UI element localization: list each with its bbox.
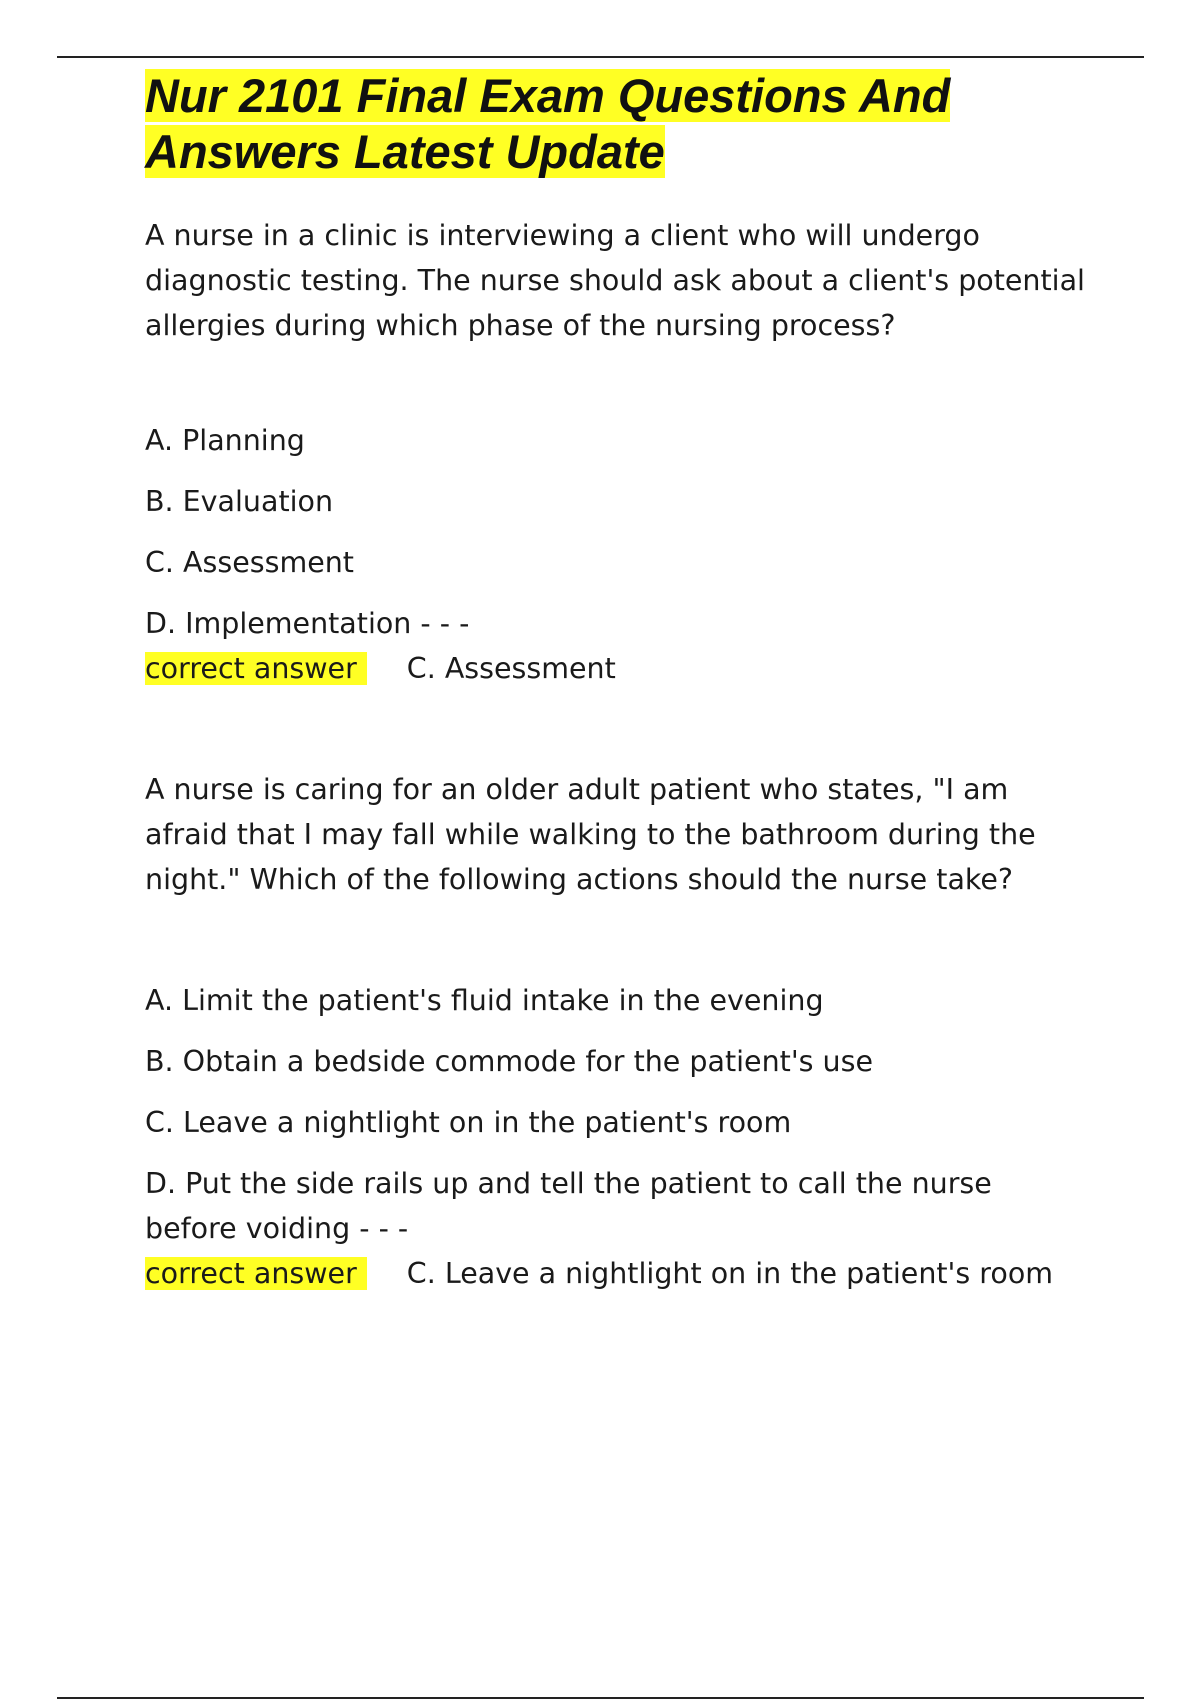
option-d: D. Put the side rails up and tell the patient to call the nurse before voiding - - - [145, 1167, 992, 1245]
option-c: C. Assessment [145, 546, 354, 579]
question-block-1 [145, 213, 1085, 691]
answer-row [145, 1251, 1085, 1296]
option-a: A. Planning [145, 424, 305, 457]
option-b: B. Obtain a bedside commode for the patient's use [145, 1045, 874, 1078]
document-title: Nur 2101 Final Exam Questions And Answers Latest Update [145, 69, 951, 178]
answer-row [145, 646, 1085, 691]
document-body [145, 68, 1085, 1296]
correct-answer-label: correct answer [145, 652, 367, 685]
option-list [145, 418, 1085, 646]
top-rule [57, 56, 1144, 58]
option-b: B. Evaluation [145, 485, 334, 518]
question-text: A nurse in a clinic is interviewing a client who will undergo diagnostic testing. The nurse should ask about a client's potential allergies during which phase of the nursing process? [145, 219, 1085, 342]
correct-answer-value: C. Leave a nightlight on in the patient's room [406, 1257, 1054, 1290]
correct-answer-value: C. Assessment [406, 652, 616, 685]
option-d: D. Implementation - - - [145, 607, 470, 640]
bottom-rule [57, 1697, 1144, 1699]
question-block-2 [145, 767, 1085, 1296]
option-list [145, 978, 1085, 1251]
correct-answer-label: correct answer [145, 1257, 367, 1290]
question-text: A nurse is caring for an older adult patient who states, "I am afraid that I may fall while walking to the bathroom during the night." Which of the following actions should the nurse take? [145, 773, 1036, 896]
option-c: C. Leave a nightlight on in the patient's room [145, 1106, 792, 1139]
option-a: A. Limit the patient's fluid intake in the evening [145, 984, 824, 1017]
